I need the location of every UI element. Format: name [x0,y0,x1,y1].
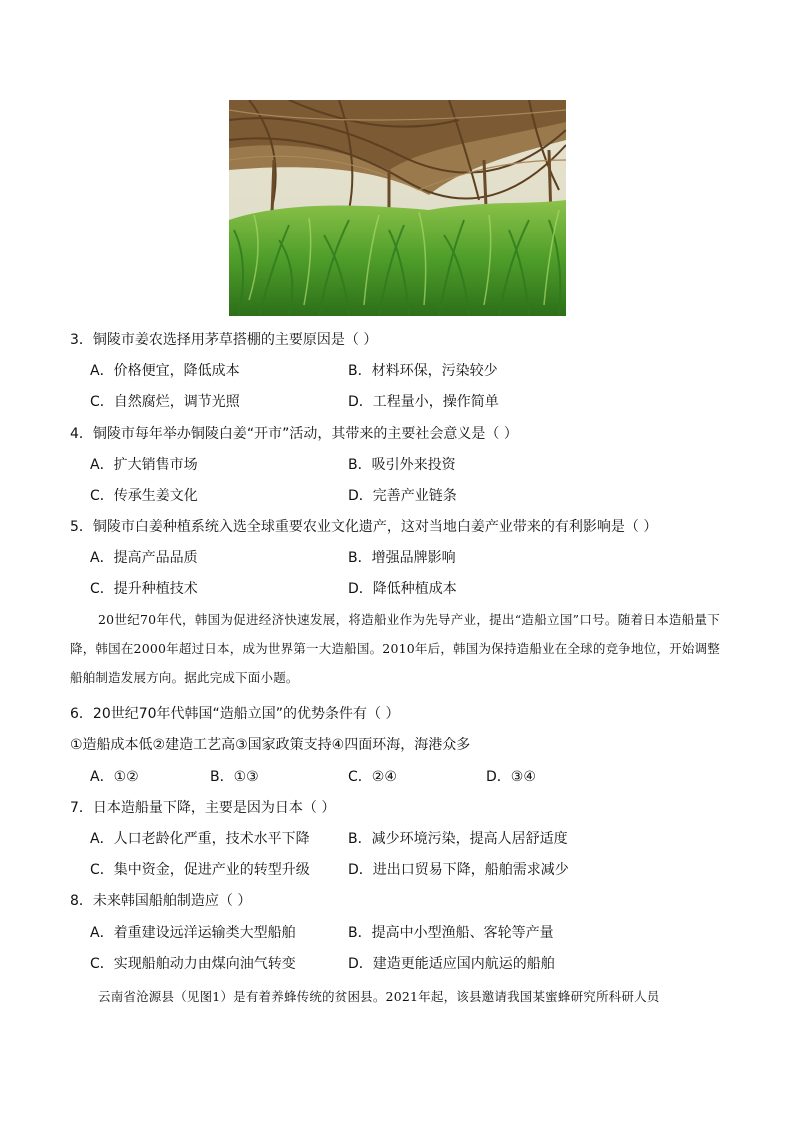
question-8-option-c[interactable]: C．实现船舶动力由煤向油气转变 [90,956,296,972]
question-6-option-b[interactable]: B．①③ [210,769,259,785]
question-4-option-b[interactable]: B．吸引外来投资 [348,457,456,473]
question-8-stem: 8．未来韩国船舶制造应（ ） [70,893,252,909]
question-8-option-b[interactable]: B．提高中小型渔船、客轮等产量 [348,925,554,941]
question-5-option-d[interactable]: D．降低种植成本 [348,581,457,597]
reading-passage-cangyuan-beekeeping: 云南省沧源县（见图1）是有着养蜂传统的贫困县。2021年起，该县邀请我国某蜜蜂研究所科研人员 [98,989,660,1004]
question-7-option-c[interactable]: C．集中资金，促进产业的转型升级 [90,862,310,878]
question-8-option-d[interactable]: D．建造更能适应国内航运的船舶 [348,956,555,972]
question-4-option-a[interactable]: A．扩大销售市场 [90,457,198,473]
question-4-option-c[interactable]: C．传承生姜文化 [90,488,198,504]
ginger-field-thatch-shed-photo [229,100,566,316]
question-3-stem: 3．铜陵市姜农选择用茅草搭棚的主要原因是（ ） [70,332,378,348]
question-6-option-d[interactable]: D．③④ [486,769,536,785]
question-6-option-a[interactable]: A．①② [90,769,139,785]
question-7-stem: 7．日本造船量下降，主要是因为日本（ ） [70,800,336,816]
question-6-stem: 6．20世纪70年代韩国“造船立国”的优势条件有（ ） [70,706,400,722]
question-7-option-a[interactable]: A．人口老龄化严重，技术水平下降 [90,831,310,847]
question-5-stem: 5．铜陵市白姜种植系统入选全球重要农业文化遗产，这对当地白姜产业带来的有利影响是（ ） [70,519,658,535]
question-7-option-d[interactable]: D．进出口贸易下降，船舶需求减少 [348,862,569,878]
question-8-option-a[interactable]: A．着重建设远洋运输类大型船舶 [90,925,296,941]
question-3-option-a[interactable]: A．价格便宜，降低成本 [90,363,240,379]
question-3-option-d[interactable]: D．工程量小，操作简单 [348,394,499,410]
question-4-option-d[interactable]: D．完善产业链条 [348,488,457,504]
question-5-option-b[interactable]: B．增强品牌影响 [348,550,456,566]
question-6-option-c[interactable]: C．②④ [348,769,397,785]
question-5-option-c[interactable]: C．提升种植技术 [90,581,198,597]
question-5-option-a[interactable]: A．提高产品品质 [90,550,198,566]
question-7-option-b[interactable]: B．减少环境污染，提高人居舒适度 [348,831,568,847]
reading-passage-korea-shipbuilding: 20世纪70年代，韩国为促进经济快速发展，将造船业作为先导产业，提出“造船立国”口号。随着日本造船量下降，韩国在2000年超过日本，成为世界第一大造船国。2010年后，韩国为保持造船业在全球的竞争地位，开始调整船舶制造发展方向。据此完成下面小题。 [70,612,720,685]
question-4-stem: 4．铜陵市每年举办铜陵白姜“开市”活动，其带来的主要社会意义是（ ） [70,426,518,442]
question-3-option-b[interactable]: B．材料环保，污染较少 [348,363,498,379]
question-6-choices: ①造船成本低②建造工艺高③国家政策支持④四面环海，海港众多 [70,737,471,753]
ginger-field-photo [229,100,566,316]
question-3-option-c[interactable]: C．自然腐烂，调节光照 [90,394,240,410]
